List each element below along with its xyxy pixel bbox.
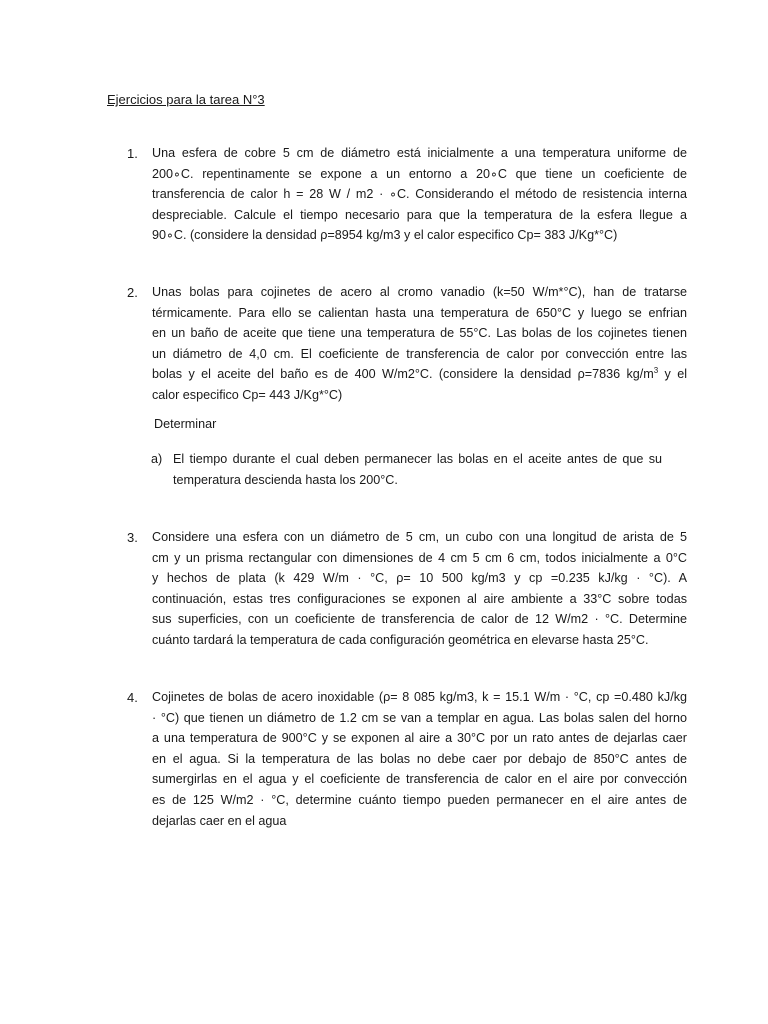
determine-label: Determinar: [154, 417, 217, 431]
sub-question-line: temperatura descienda hasta los 200°C.: [173, 473, 398, 487]
density-exponent: 3: [653, 366, 659, 376]
sub-question-line: El tiempo durante el cual deben permanecer las bolas en el aceite antes de que su: [173, 452, 662, 466]
exercise-line: cm y un prisma rectangular con dimensiones de 4 cm 5 cm 6 cm, todos inicialmente a 0°C: [152, 550, 687, 565]
exercise-text: [152, 143, 687, 246]
exercise-line: sumergirlas en el agua y el coeficiente de transferencia de calor en el aire por convección: [152, 772, 687, 787]
exercise-line: y hechos de plata (k 429 W/m · °C, ρ= 10 500 kg/m3 y cp =0.235 kJ/kg · °C). A: [152, 571, 687, 586]
exercise-line: 200∘C. repentinamente se expone a un entorno a 20∘C que tiene un coeficiente de: [152, 166, 687, 181]
exercise-text: [152, 527, 687, 651]
exercise-line: dejarlas caer en el agua: [152, 813, 287, 828]
exercise-line: transferencia de calor h = 28 W / m2 · ∘C. Considerando el método de resistencia interna: [152, 187, 687, 202]
exercise-line-density: [152, 364, 687, 385]
exercise-line: Considere una esfera con un diámetro de 5 cm, un cubo con una longitud de arista de 5: [152, 530, 687, 544]
exercise-number: 2.: [127, 285, 138, 300]
exercise-line: 90∘C. (considere la densidad ρ=8954 kg/m3 y el calor especifico Cp= 383 J/Kg*°C): [152, 228, 618, 243]
exercise-number: 3.: [127, 530, 138, 545]
exercise-line: cuánto tardará la temperatura de cada configuración geométrica en elevarse hasta 25°C.: [152, 632, 649, 647]
density-text: bolas y el aceite del baño es de 400 W/m2°C. (considere la densidad ρ=7836 kg/m: [152, 367, 654, 382]
exercise-line: en un baño de aceite que tiene una temperatura de 55°C. Las bolas de los cojinetes tienen: [152, 326, 687, 341]
exercise-line: Unas bolas para cojinetes de acero al cromo vanadio (k=50 W/m*°C), han de tratarse: [152, 285, 687, 299]
sub-question-text: [173, 449, 662, 491]
document-title: Ejercicios para la tarea N°3: [107, 92, 265, 107]
exercise-line: calor especifico Cp= 443 J/Kg*°C): [152, 387, 343, 402]
exercise-line: Cojinetes de bolas de acero inoxidable (ρ= 8 085 kg/m3, k = 15.1 W/m · °C, cp =0.480 kJ/kg: [152, 690, 687, 704]
exercise-line: térmicamente. Para ello se calientan hasta una temperatura de 650°C y luego se enfrian: [152, 305, 687, 320]
exercise-line: es de 125 W/m2 · °C, determine cuánto tiempo pueden permanecer en el aire antes de: [152, 792, 687, 807]
exercise-number: 4.: [127, 690, 138, 705]
exercise-line: en el agua. Si la temperatura de las bolas no debe caer por debajo de 850°C antes de: [152, 751, 687, 766]
exercise-line: sus superficies, con un coeficiente de transferencia de calor de 12 W/m2 · °C. Determine: [152, 612, 687, 627]
exercise-text: [152, 687, 687, 831]
sub-question-label: a): [151, 452, 163, 466]
exercise-line: despreciable. Calcule el tiempo necesario para que la temperatura de la esfera llegue a: [152, 207, 687, 222]
density-tail: y el: [658, 367, 687, 382]
exercise-line: · °C) que tienen un diámetro de 1.2 cm se van a templar en agua. Las bolas salen del horno: [152, 710, 687, 725]
exercise-number: 1.: [127, 146, 138, 161]
exercise-text: [152, 282, 687, 406]
exercise-line: a una temperatura de 900°C y se exponen al aire a 30°C por un rato antes de dejarlas caer: [152, 731, 687, 746]
exercise-line: Una esfera de cobre 5 cm de diámetro está inicialmente a una temperatura uniforme de: [152, 146, 687, 160]
exercise-line: continuación, estas tres configuraciones se exponen al aire ambiente a 33°C sobre todas: [152, 591, 687, 606]
exercise-line: un diámetro de 4,0 cm. El coeficiente de transferencia de calor por convección entre las: [152, 346, 687, 361]
